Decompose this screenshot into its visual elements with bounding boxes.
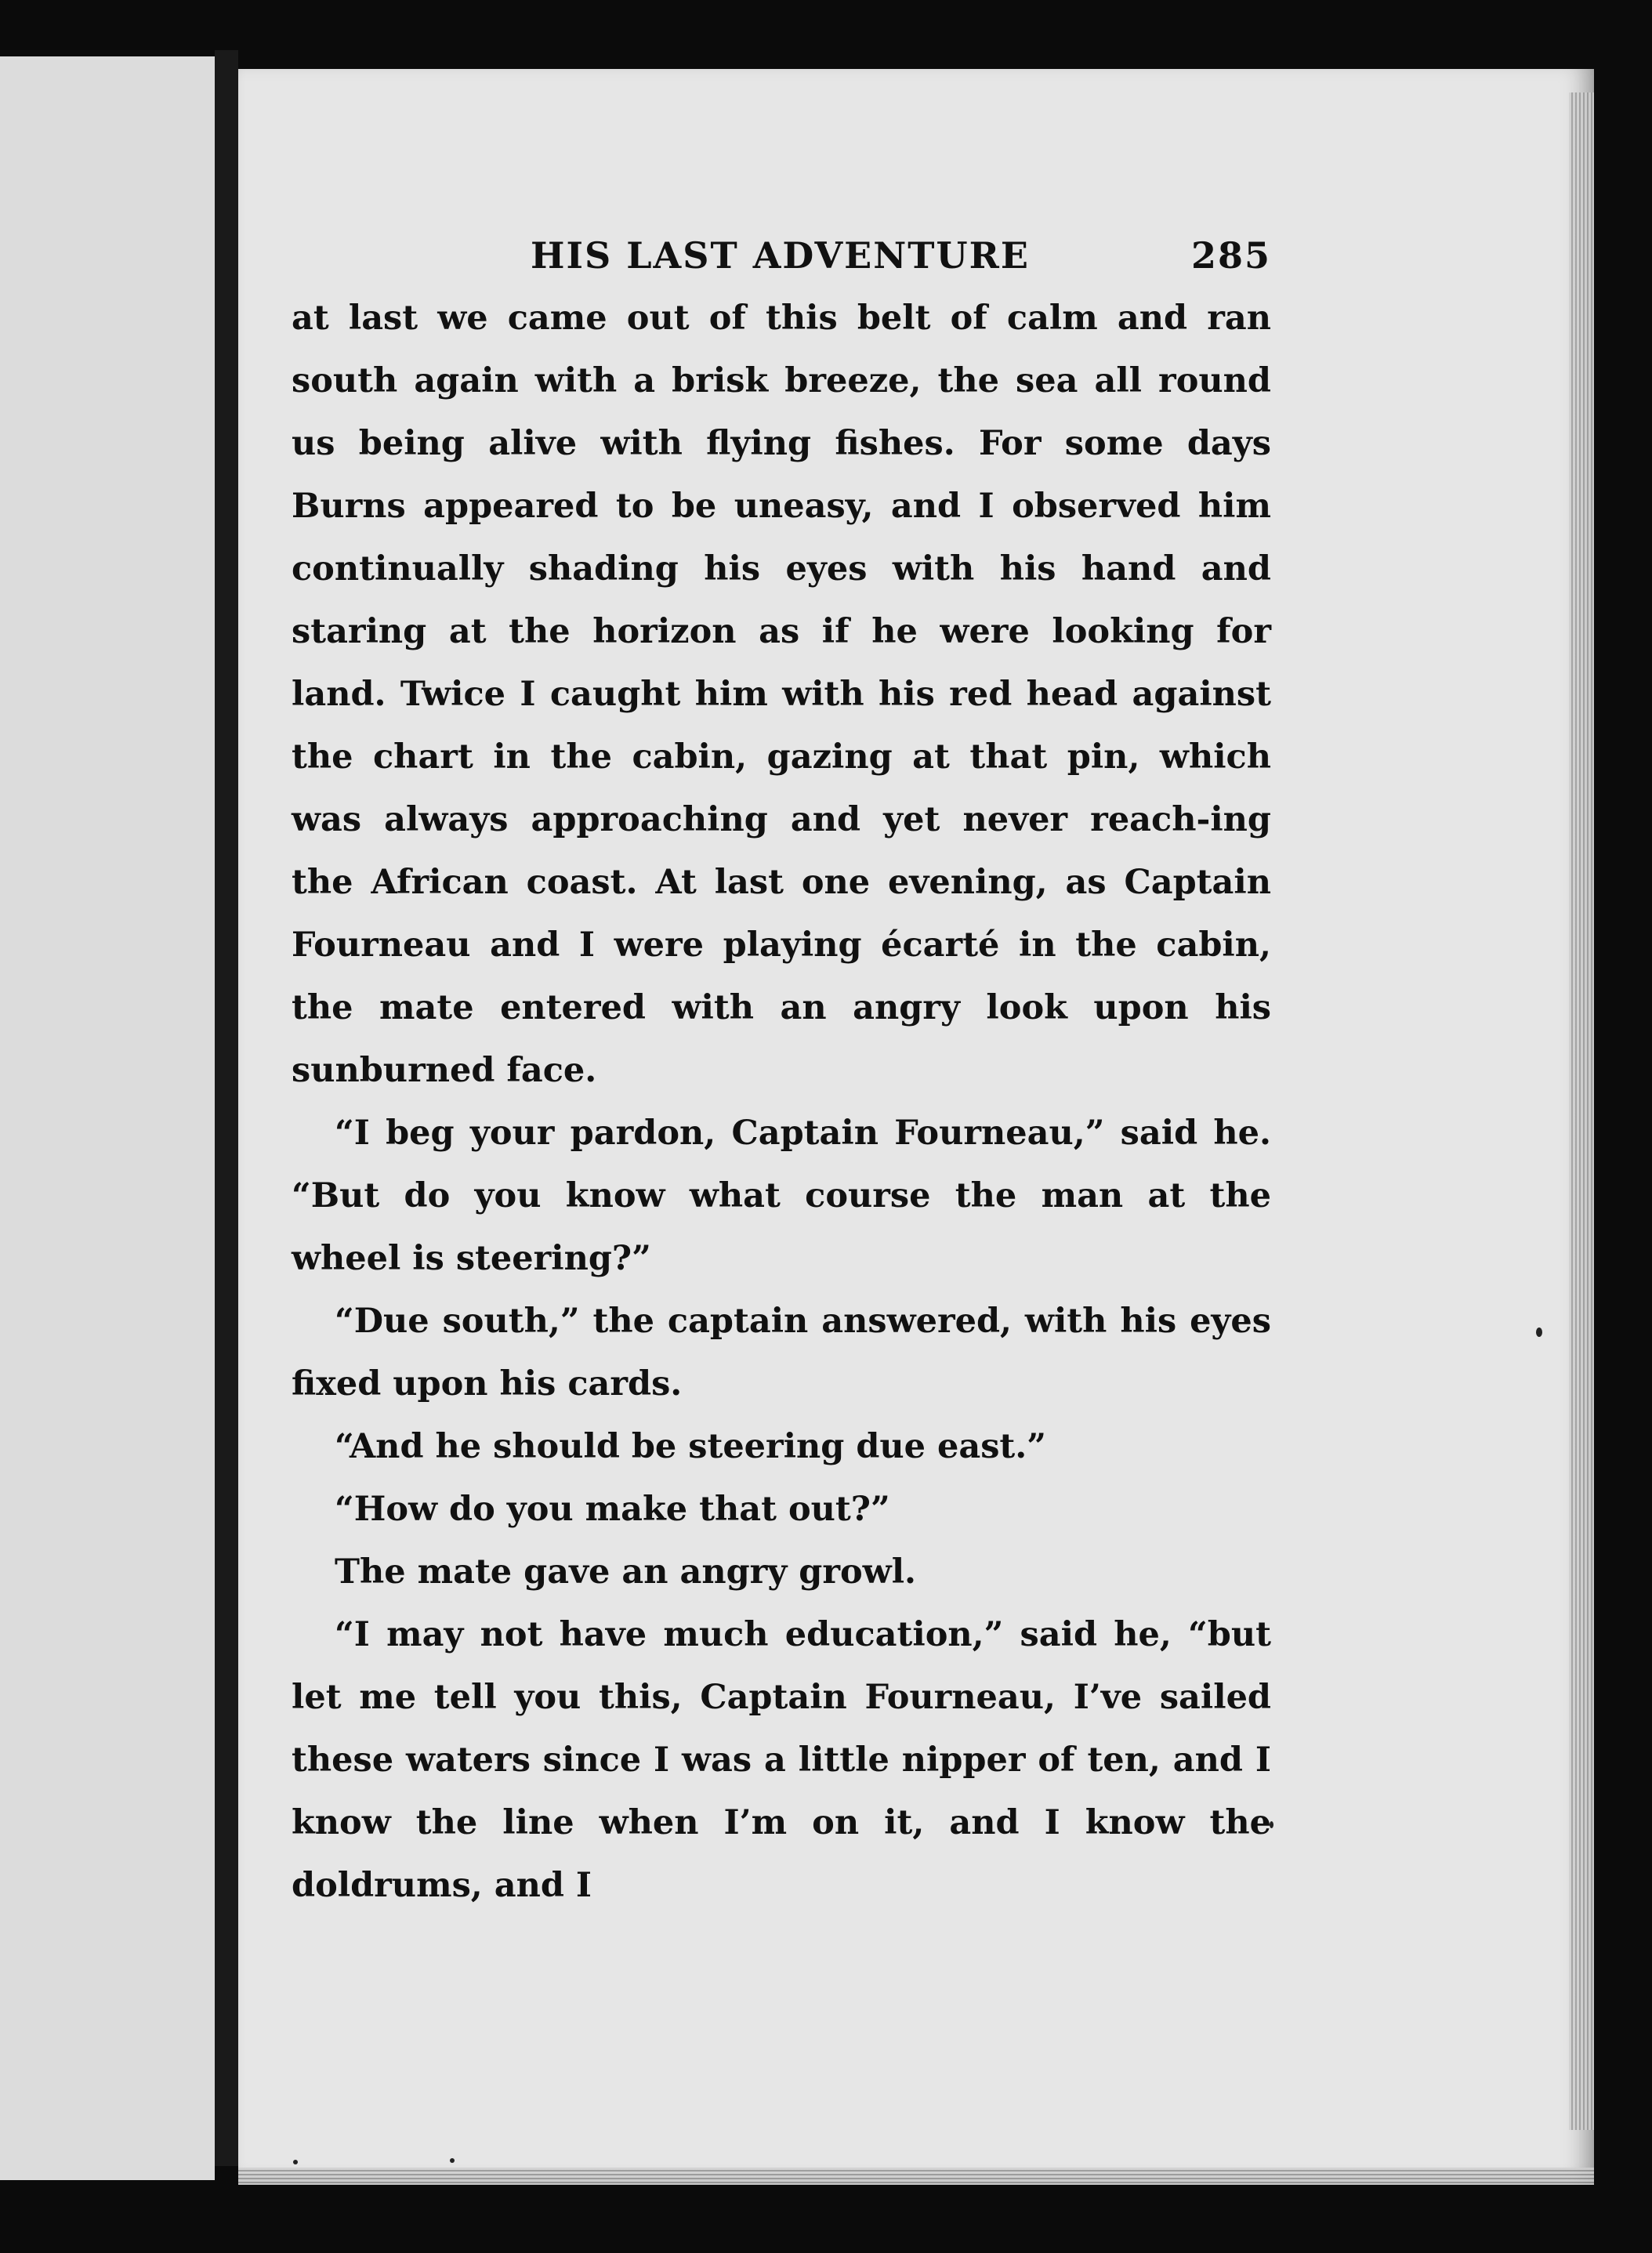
paragraph: “I may not have much education,” said he, “but let me tell you this, Captain Fourneau, I’ve sailed these waters since I was a little nipper of ten, and I know the line when I’m on it, and I know the doldrums, and I <box>292 1615 1271 1905</box>
paragraph: “Due south,” the captain answered, with his eyes fixed upon his cards. <box>292 1302 1271 1404</box>
paragraph: “And he should be steering due east.” <box>335 1427 1046 1466</box>
dust-speck <box>450 2158 455 2163</box>
running-head <box>292 224 1271 287</box>
paragraph: at last we came out of this belt of calm and ran south again with a brisk breeze, the sea all round us being alive with flying fishes. For some days Burns appeared to be uneasy, and I observed him continually shading his eyes with his hand and staring at the horizon as if he were looking for land. Twice I caught him with his red head against the chart in the cabin, gazing at that pin, which was always approaching and yet never reach-ing the African coast. At last one evening, as Captain Fourneau and I were playing écarté in the cabin, the mate entered with an angry look upon his sunburned face. <box>292 299 1271 1090</box>
page-number: 285 <box>1190 234 1271 277</box>
page-text <box>292 224 1271 1917</box>
paragraph: “I beg your pardon, Captain Fourneau,” said he. “But do you know what course the man at the wheel is steering?” <box>292 1114 1271 1278</box>
paragraph: “How do you make that out?” <box>335 1490 890 1529</box>
running-title: HIS LAST ADVENTURE <box>531 234 1030 277</box>
dust-speck <box>293 2160 298 2164</box>
paragraph: The mate gave an angry growl. <box>335 1552 917 1592</box>
page-edge <box>1569 92 1594 2130</box>
book-gutter <box>215 50 238 2166</box>
page-bottom-edge <box>238 2168 1594 2185</box>
dust-speck <box>1536 1328 1542 1337</box>
facing-page <box>0 56 215 2180</box>
